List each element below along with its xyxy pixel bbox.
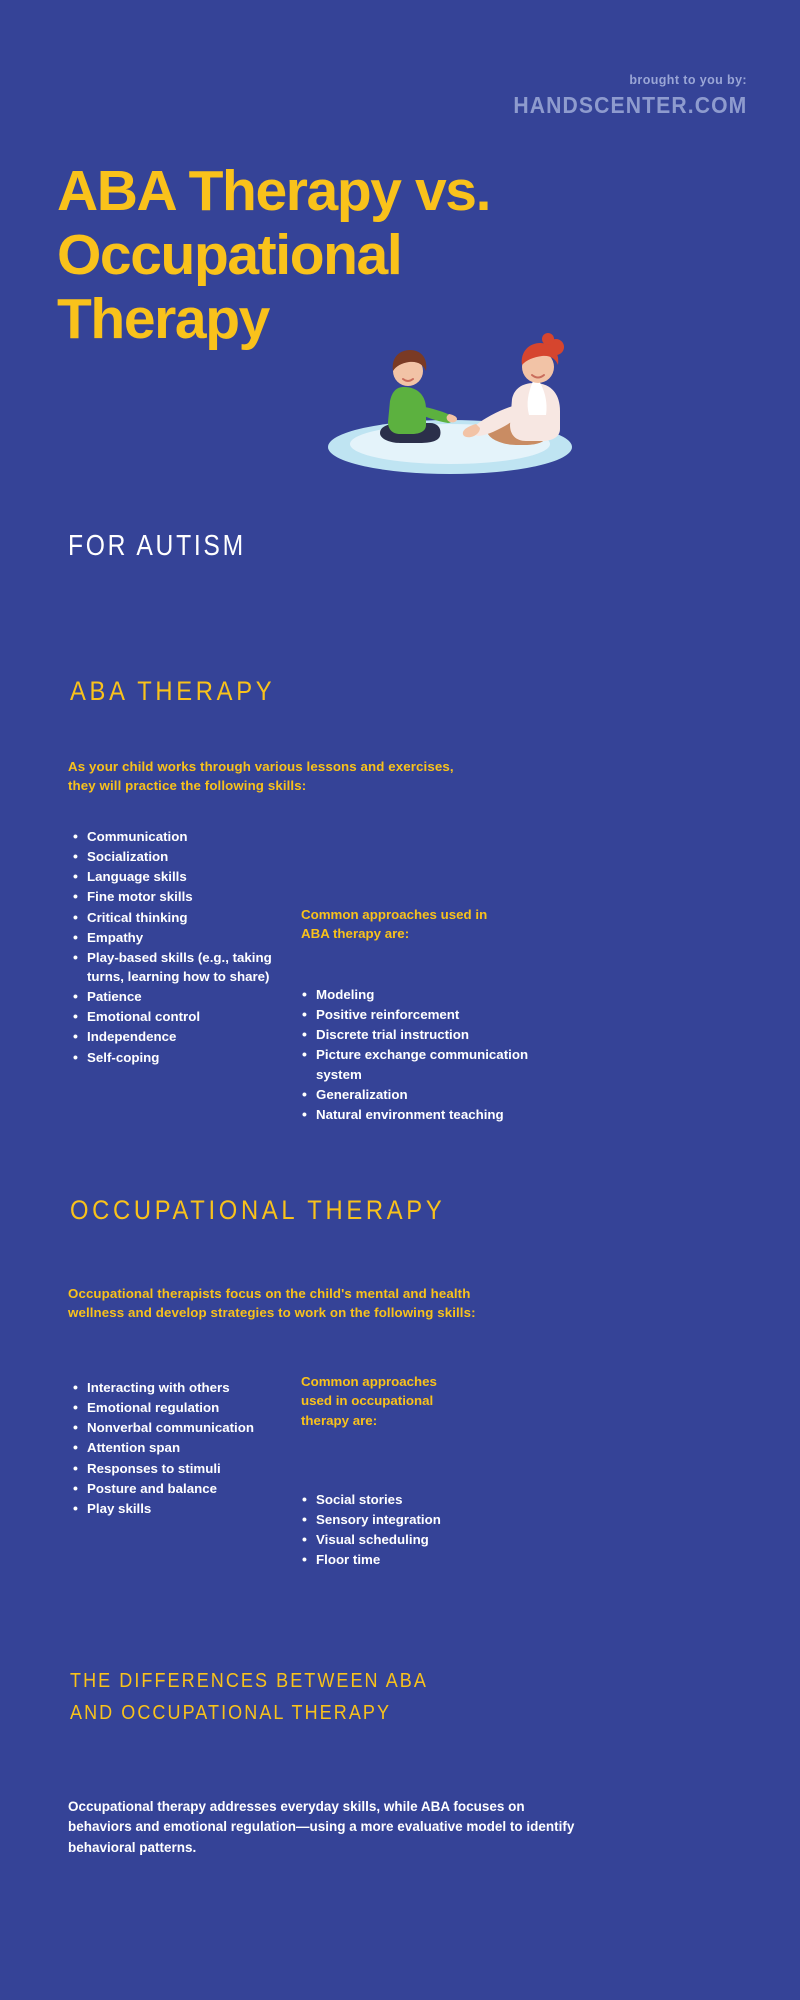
list-item: • Picture exchange communication system: [301, 1045, 566, 1083]
list-item: • Fine motor skills: [72, 887, 287, 906]
list-item: • Social stories: [301, 1490, 566, 1509]
ot-intro-text: Occupational therapists focus on the child's mental and health wellness and develop strategies to work on the following skills:: [68, 1286, 476, 1321]
brand-name: HANDSCENTER.COM: [512, 92, 747, 118]
aba-intro-text: As your child works through various lessons and exercises, they will practice the following skills:: [68, 759, 454, 794]
list-item: • Floor time: [301, 1550, 566, 1569]
list-item: • Posture and balance: [72, 1479, 267, 1498]
aba-skills-list: [72, 827, 287, 1068]
list-item: • Empathy: [72, 928, 287, 947]
ot-approaches-list: [301, 1490, 566, 1571]
list-item: • Socialization: [72, 847, 287, 866]
list-item: • Positive reinforcement: [301, 1005, 566, 1024]
page-title: ABA Therapy vs. Occupational Therapy: [57, 159, 491, 351]
list-item: • Emotional regulation: [72, 1398, 267, 1417]
list-item: • Patience: [72, 987, 287, 1006]
list-item: • Communication: [72, 827, 287, 846]
section-heading-differences: THE DIFFERENCES BETWEEN ABA AND OCCUPATIONAL THERAPY: [70, 1670, 427, 1725]
list-item: • Critical thinking: [72, 908, 287, 927]
list-item: • Modeling: [301, 985, 566, 1004]
list-item: • Interacting with others: [72, 1378, 267, 1397]
list-item: • Natural environment teaching: [301, 1105, 566, 1124]
aba-approaches-heading: Common approaches used in ABA therapy are:: [301, 907, 488, 942]
aba-approaches-list: [301, 985, 566, 1125]
list-item: • Sensory integration: [301, 1510, 566, 1529]
page-subtitle: FOR AUTISM: [68, 530, 246, 562]
list-item: • Self-coping: [72, 1048, 287, 1067]
list-item: • Responses to stimuli: [72, 1459, 267, 1478]
list-item: • Generalization: [301, 1085, 566, 1104]
therapist-and-child-illustration: [320, 295, 580, 480]
ot-approaches-heading: Common approaches used in occupational therapy are:: [301, 1374, 437, 1428]
brand-kicker: brought to you by:: [629, 73, 747, 87]
list-item: • Emotional control: [72, 1007, 287, 1026]
list-item: • Play skills: [72, 1499, 267, 1518]
list-item: • Play-based skills (e.g., taking turns, learning how to share): [72, 948, 287, 986]
list-item: • Nonverbal communication: [72, 1418, 267, 1437]
differences-body-text: Occupational therapy addresses everyday skills, while ABA focuses on behaviors and emotional regulation—using a more evaluative model to identify behavioral patterns.: [68, 1799, 575, 1855]
section-heading-aba: ABA THERAPY: [70, 676, 276, 706]
list-item: • Discrete trial instruction: [301, 1025, 566, 1044]
list-item: • Independence: [72, 1027, 287, 1046]
list-item: • Language skills: [72, 867, 287, 886]
ot-skills-list: [72, 1378, 267, 1519]
section-heading-occupational-therapy: OCCUPATIONAL THERAPY: [70, 1195, 446, 1225]
brand-attribution: [493, 73, 747, 119]
list-item: • Visual scheduling: [301, 1530, 566, 1549]
list-item: • Attention span: [72, 1438, 267, 1457]
